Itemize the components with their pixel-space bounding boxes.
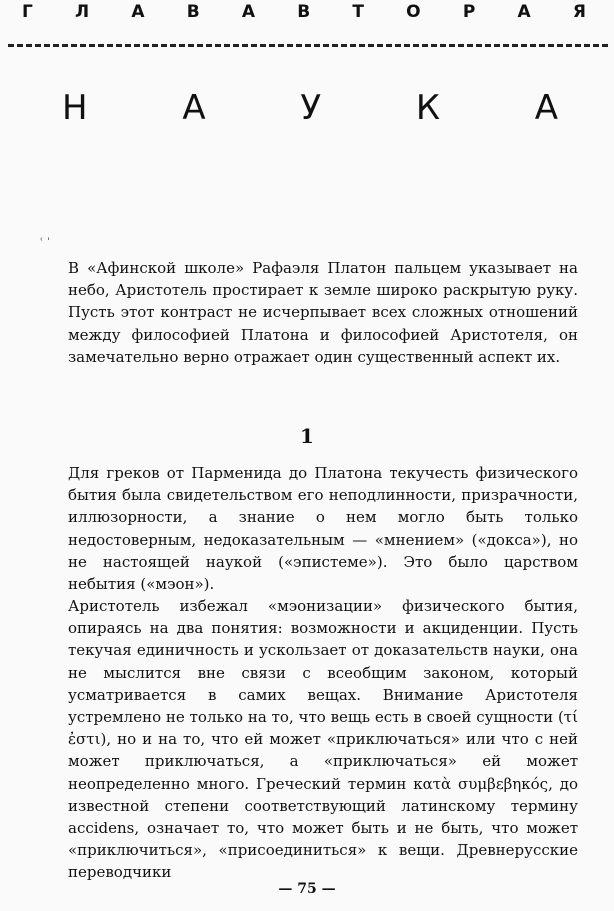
chapter-letter: О (406, 2, 421, 22)
title-letter: Н (62, 88, 88, 128)
chapter-letter: Я (572, 2, 586, 22)
title-letter: К (415, 88, 440, 128)
chapter-letter: В (297, 2, 311, 22)
chapter-letter: А (517, 2, 531, 22)
section-number: 1 (300, 424, 314, 448)
page-number: — 75 — (278, 881, 336, 897)
chapter-letter: В (186, 2, 200, 22)
chapter-letter: Р (462, 2, 476, 22)
heading-divider (8, 44, 608, 47)
page-title (0, 88, 614, 128)
chapter-letter: А (241, 2, 256, 22)
title-letter: А (182, 88, 206, 128)
chapter-heading (0, 2, 614, 22)
chapter-letter: Л (75, 2, 90, 22)
body-paragraph-1: Для греков от Парменида до Платона текучесть физического бытия была свидетельством его неподлинности, призрачности, иллюзорности, а знание о нем могло быть только недостоверным, недоказательным — «мнением» («докса»), но не настоящей наукой («эпистеме»). Это было царством небытия («мэон»). (68, 464, 578, 594)
intro-paragraph: В «Афинской школе» Рафаэля Платон пальцем указывает на небо, Аристотель простирает к земле широко раскрытую руку. Пусть этот контраст не исчерпывает всех сложных отношений между философией Платона и философией Аристотеля, он замечательно верно отражает один существенный аспект их. (68, 259, 578, 366)
chapter-letter: Т (352, 2, 364, 22)
title-letter: У (300, 88, 322, 128)
stray-mark: ՙ ˈ (40, 236, 50, 249)
chapter-letter: Г (22, 2, 33, 22)
chapter-letter: А (131, 2, 145, 22)
title-letter: А (534, 88, 558, 128)
body-paragraph-2: Аристотель избежал «мэонизации» физического бытия, опираясь на два понятия: возможности и акциденции. Пусть текучая единичность и ускользает от доказательств науки, она не мыслится вне связи с всеобщим законом, который усматривается в самих вещах. Внимание Аристотеля устремлено не только на то, что вещь есть в своей сущности (τί ἐστι), но и на то, что ей может «приключаться» или что с ней может приключаться, а «приключаться» ей может неопределенно много. Греческий термин κατὰ συμβεβηκός, до известной степени соответствующий латинскому термину accidens, означает то, что может быть и не быть, что может «приключиться», «присоединиться» к вещи. Древнерусские переводчики (68, 597, 578, 882)
